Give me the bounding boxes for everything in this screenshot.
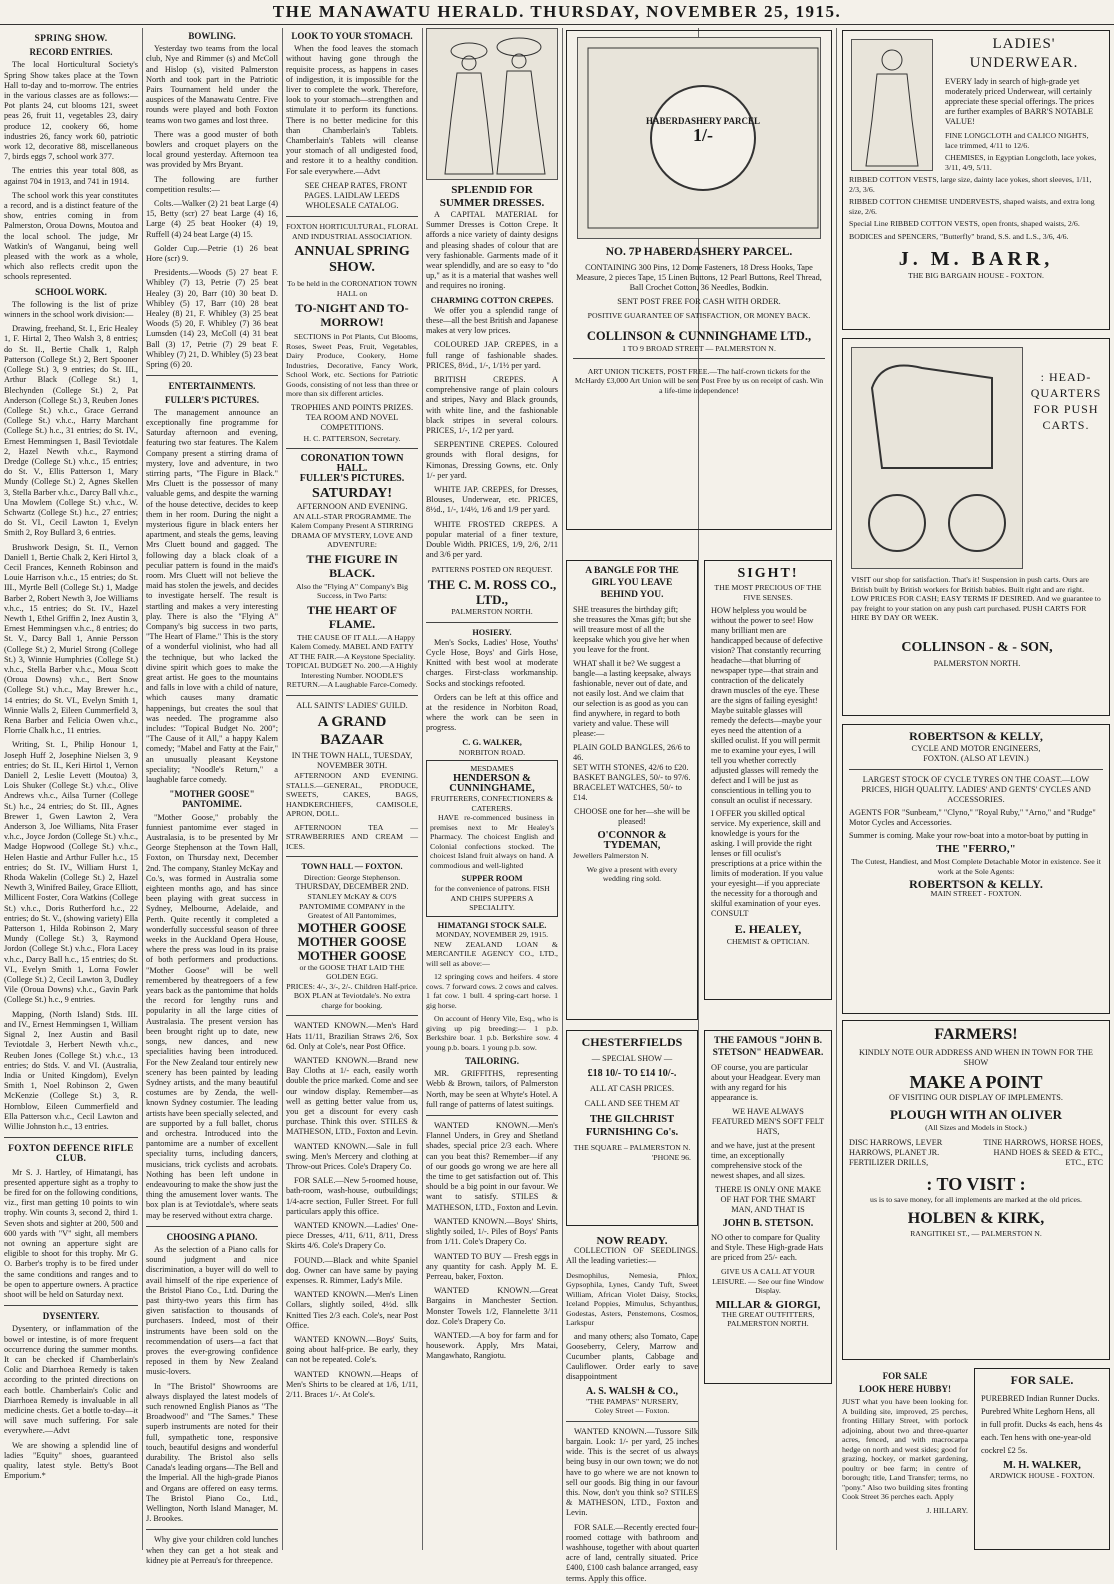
chesterfields-ad bbox=[566, 1030, 698, 1226]
paragraph: We are showing a splendid line of ladies "Equity" shoes, guaranteed quality, latest style. Betty's Boot Emporium.* bbox=[4, 1440, 138, 1481]
lady-figure-icon bbox=[852, 40, 930, 168]
heading: FOXTON DEFENCE RIFLE CLUB. bbox=[8, 1144, 134, 1165]
ad-text: RANGITIKEI ST., — PALMERSTON N. bbox=[910, 1229, 1042, 1238]
ad-text: PALMERSTON NORTH. bbox=[727, 1319, 809, 1328]
ad-text: Jewellers Palmerston N. bbox=[573, 851, 649, 860]
ad-title: ANNUAL SPRING SHOW. bbox=[294, 244, 410, 276]
paragraph: The local Horticultural Society's Spring Show takes place at the Town Hall to-day and to-morrow. The entries in the various classes are as follows:—Pot plants 24, cut blooms 121, sweet peas 26, fruit 11, vegetables 23, dairy produce 12, cookery 66, home industries 26, fancy work 60, patriotic work 12, decorative 88, miscellaneous 7, birds eggs 7, school work 377. bbox=[4, 60, 138, 162]
ad-box bbox=[426, 760, 558, 917]
classified: WANTED KNOWN.—Great Bargains in Manchester Section. Monster Towels 1/2, Flannelette 3/11 doz. Cole's Drapery Co. bbox=[426, 1286, 558, 1326]
ad-title: SIGHT! bbox=[737, 566, 799, 581]
ad-title: PLOUGH WITH AN OLIVER bbox=[889, 1107, 1063, 1122]
ad-text: RIBBED COTTON CHEMISE UNDERVESTS, shaped waists, and extra long size, 2/6. bbox=[849, 197, 1095, 216]
ad-text: PALMERSTON NORTH. bbox=[451, 607, 533, 616]
ad-title: CORONATION TOWN HALL. bbox=[300, 453, 404, 475]
ad-title: NO. 7P HABERDASHERY PARCEL. bbox=[605, 246, 793, 258]
lady-figure-illustration bbox=[851, 39, 933, 171]
ad-text: CHEMISES, in Egyptian Longcloth, lace yokes, 3/11, 4/9, 5/11. bbox=[945, 153, 1097, 172]
ad-text: Summer is coming. Make your row-boat into a motor-boat by putting in bbox=[849, 831, 1089, 840]
column-1 bbox=[4, 28, 138, 1550]
ad-text: We give a present with every wedding ring sold. bbox=[586, 864, 678, 883]
ad-title: THE GILCHRIST FURNISHING Co's. bbox=[585, 1114, 679, 1138]
ad-text: THURSDAY, DECEMBER 2ND. bbox=[295, 882, 409, 892]
ad-text: THE CAUSE OF IT ALL.—A Happy Kalem Comedy. MABEL AND FATTY AT THE FAIR.—A Keystone Speciality. TOPICAL BUDGET No. 200.—A Highly Interesting Number. NOODLE'S RETURN.—A Laughable Farce-Comedy. bbox=[286, 632, 418, 690]
pushcart-ad bbox=[842, 338, 1110, 716]
ad-text: OF course, you are particular about your Headgear. Every man with any regard for his appearance is. bbox=[711, 1063, 821, 1102]
masthead: THE MANAWATU HERALD. THURSDAY, NOVEMBER 25, 1915. bbox=[0, 0, 1114, 25]
ad-text: STANLEY McKAY & CO'S PANTOMIME COMPANY in the Greatest of All Pantomimes, bbox=[299, 892, 405, 921]
ad-title: : TO VISIT : bbox=[926, 1173, 1026, 1194]
divider bbox=[146, 1529, 278, 1530]
divider bbox=[4, 1137, 138, 1138]
subheading: RECORD ENTRIES. bbox=[29, 47, 113, 58]
column-2 bbox=[146, 28, 278, 1565]
ad-title: HIMATANGI STOCK SALE. bbox=[437, 919, 547, 930]
ad-text: IN THE TOWN HALL, TUESDAY, NOVEMBER 30TH. bbox=[291, 751, 413, 771]
ad-text: The Cutest, Handiest, and Most Complete Detachable Motor in existence. See it work at the Sole Agents: bbox=[851, 857, 1101, 876]
classified: FOR SALE.—New 5-roomed house, bath-room, wash-house, outbuildings; 1/4-acre section, Fuller Street. For full particulars apply this office. bbox=[286, 1176, 418, 1216]
ad-title: CHESTERFIELDS bbox=[581, 1035, 683, 1049]
heading: LOOK TO YOUR STOMACH. bbox=[291, 31, 413, 41]
ad-text: NEW ZEALAND LOAN & MERCANTILE AGENCY CO., LTD., will sell as above:— bbox=[426, 939, 558, 968]
forsale-hillary bbox=[842, 1368, 968, 1550]
ad-text: 'PHONE 96. bbox=[651, 1152, 691, 1162]
heading: CHOOSING A PIANO. bbox=[166, 1231, 258, 1242]
ad-title: CHARMING COTTON CREPES. bbox=[430, 295, 554, 305]
divider bbox=[286, 448, 418, 449]
ad-text: — SPECIAL SHOW — bbox=[591, 1054, 673, 1063]
divider bbox=[146, 1226, 278, 1227]
ad-title: MAKE A POINT bbox=[909, 1072, 1043, 1092]
ad-title: THE "FERRO," bbox=[936, 843, 1016, 855]
classified: WANTED KNOWN.—Tussore Silk bargain. Look: 1/- per yard, 25 inches wide. This is the secret of us always being busy in our own town; we do not have to go where we are not known to sell our goods. Big thing in our favour this. Now, don't you think so? STILES & MATHESON, LTD., Foxton and Levin. bbox=[566, 1426, 698, 1518]
ad-title: ROBERTSON & KELLY. bbox=[909, 877, 1043, 891]
ad-title: MOTHER GOOSE bbox=[297, 947, 407, 963]
ad-text: NO other to compare for Quality and Style. These High-grade Hats are priced from 25/- each. bbox=[711, 1233, 824, 1262]
heading: FOR SALE bbox=[882, 1371, 928, 1381]
ad-text: POSITIVE GUARANTEE OF SATISFACTION, OR MONEY BACK. bbox=[587, 311, 811, 320]
subheading: SCHOOL WORK. bbox=[35, 286, 107, 297]
paragraph: Mr S. J. Hartley, of Himatangi, has presented apperture sight as a trophy to be fired for on the following conditions, viz., first man getting 10 points to win trophy. Win counts 3, second 2, third 1. Seven shots and sighter at 200, 500 and 600 yards with "V" sight, all members not owning an apperture sight are eligible to shoot for this trophy. Mr G. O. Barber's trophy is to be fired under the same conditions and ranges and to be open to apperture owners. A practice shoot will be held on Saturday next. bbox=[4, 1167, 138, 1299]
divider bbox=[566, 1421, 698, 1422]
ad-text: TROPHIES AND POINTS PRIZES. bbox=[290, 402, 414, 412]
ad-text: us is to save money, for all implements are marked at the old prices. bbox=[870, 1194, 1082, 1204]
paragraph: SERPENTINE CREPES. Coloured grounds with floral designs, for Kimonas, Dressing Gowns, etc. Only 1/- per yard. bbox=[426, 440, 558, 480]
ad-title: A GRAND BAZAAR bbox=[317, 714, 387, 749]
ad-title: HOLBEN & KIRK, bbox=[907, 1210, 1045, 1227]
divider bbox=[849, 769, 1103, 770]
divider bbox=[146, 375, 278, 376]
ad-text: or the GOOSE THAT LAID THE GOLDEN EGG. bbox=[299, 962, 405, 982]
column-3 bbox=[286, 28, 418, 1550]
paragraph: The school work this year constitutes a record, and is a distinct feature of the show, entries coming in from Palmerston, Oroua Downs, Moutoa and the local school. The judge, Mr Watkin's of Wanganui, being well pleased with the work as a whole, which also reflects credit upon the schools represented. bbox=[4, 190, 138, 282]
paragraph: A CAPITAL MATERIAL for Summer Dresses is Cotton Crepe. It affords a nice variety of dainty designs and pleasing shades of colour that are very fashionable. Garments made of it wear splendidly, and are so easy to "do up," as it is a material that washes well and requires no ironing. bbox=[426, 210, 558, 291]
paragraph: As the selection of a Piano calls for sound judgment and nice discrimination, a buyer will do well to avail himself of the ripe experience of the Bristol Piano Co., Ltd. During the past thirty-two years this firm has given satisfaction to thousands of purchasers. Indeed, most of their instruments have been sold on the recommendation of users—a fact that proves the ever-growing confidence reposed in them by New Zealand music-lovers. bbox=[146, 1244, 278, 1377]
ad-text: Special Line RIBBED COTTON VESTS, open fronts, shaped waists, 2/6. bbox=[849, 219, 1080, 228]
divider bbox=[426, 622, 558, 623]
classified: WANTED KNOWN.—Heaps of Men's Shirts to be cleared at 1/6, 1/11, 2/11. Braces 1/-. At Cole's. bbox=[286, 1369, 418, 1400]
ad-text: ALL SAINTS' LADIES' GUILD. bbox=[296, 700, 408, 710]
ad-title: A BANGLE FOR THE GIRL YOU LEAVE BEHIND YOU. bbox=[585, 566, 679, 600]
ad-text: AGENTS FOR "Sunbeam," "Clyno," "Royal Ruby," "Arno," and "Rudge" Motor Cycles and Accessories. bbox=[849, 808, 1096, 827]
paragraph: "Mother Goose," probably the funniest pantomime ever staged in Australasia, is to be presented by Mr George Stephenson at the Town Hall, Foxton, on Thursday next, December 2nd. The company, Stanley McKay and Co.'s, was formed in Australia some eighteen months ago, and has since been playing with great success in Sydney, Melbourne, Adelaide, and Perth. Quite recently it completed a wonderfully successful season of three weeks in the Auckland Opera House, where the press was loud in its praise of both performers and productions. "Mother Goose" will be well remembered by theatregoers of a few years back as the pantomime that holds the record for lengthy runs and popularity in all the large cities of Australasia. The present version has been brought right up to date, new songs, new dances, and new specialities having been introduced. For the New Zealand tour entirely new scenery has been painted by leading Sydney artists, and the many beautiful costumes are by Zenda, the well-known Sydney costumier. The leading artists have been specially selected, and are supported by a full ballet, chorus and orchestra. Introduced into the pantomime are a number of excellent speciality turns, including dancers, musicians, trick cyclists and acrobats. Nothing has been left undone in endeavouring to make the show just the thing the amusement lover wants. The box plan is at Teviotdale's, where seats may be reserved without extra charge. bbox=[146, 812, 278, 1220]
paragraph: The following are further competition results:— bbox=[146, 174, 278, 194]
ad-text: PUREBRED Indian Runner Ducks. Purebred White Leghorn Hens, all in full profit. Ducks 4s each, hens 4s each. Ten hens with one-year-old cockrel £2 5s. bbox=[981, 1394, 1103, 1455]
paragraph: Mapping, (North Island) Stds. III. and IV., Ernest Hemmingsen 1, William Signal 2, Inez Austin and Basil Teviotdale 3, Herbert Newth v.h.c., Reuben Jones (College St.) v.h.c., 13 entries; do Stds. V. and VI. (Australia, India or United Kingdom), Evelyn Smith 1, Noel Robinson 2, Gwen McKenzie (College St.) 3, R. Hornblow, Eileen Cummerfield and Ella Patterson v.h.c., Cecil Lawton and Willie Johnston h.c., 13 entries. bbox=[4, 1009, 138, 1131]
ad-title: M. H. WALKER, bbox=[1003, 1460, 1081, 1471]
ad-text: SECTIONS in Pot Plants, Cut Blooms, Roses, Sweet Peas, Fruit, Vegetables, Dairy Produce, Cookery, Home Industries, Decorative, Fancy Work, School Work, etc. Sections for Patriotic Goods, consisting of not less than three or more than six different articles. bbox=[286, 332, 418, 399]
ad-text: MAIN STREET - FOXTON. bbox=[930, 889, 1022, 898]
paragraph: In "The Bristol" Showrooms are always displayed the latest models of such renowned English Pianos as "The Broadwood" and "The Sames." These superb instruments are noted for their full, sympathetic tone, responsive touch, beautiful designs and wonderful durability. The Bristol also sells Canada's leading organs—The Bell and the Imperial. All the high-grade Pianos and Organs are offered on easy terms. The Bristol Piano Co., Ltd., Wellington, North Island Manager, M. J. Brookes. bbox=[146, 1381, 278, 1524]
paragraph: COLOURED JAP. CREPES, in a full range of fashionable shades. PRICES, 8½d., 1/-, 1/1½ per yard. bbox=[426, 340, 558, 370]
paragraph: MR. GRIFFITHS, representing Webb & Brown, tailors, of Palmerston North, may be seen at Whyte's Hotel. A full range of patterns of latest suitings. bbox=[426, 1069, 558, 1109]
ad-title: MOTHER GOOSE bbox=[297, 933, 407, 949]
subheading: LOOK HERE HUBBY! bbox=[858, 1384, 951, 1395]
paragraph: Brushwork Design, St. II., Vernon Daniell 1, Bertie Chalk 2, Keri Hirtol 3, Cecil Frances, Kenneth Robinson and Louie Harrison v.h.c., 15 entries; do St. III., Myrtle Bell (College St.) 1, Madge Barber 2, Robert Newth 3, Joe Williams v.h.c., 15 entries; do St. IV., Hazel Newth 1, Ethel Griffin 2, Inez Austin 3, Ernest Hemmingsen v.h.c., 8 entries; do St. V., Darcy Ball 1, Annie Persson (College St.) 2, Muriel Strong (College St.) 3, Winnie Humphries (College St.) v.h.c., Stella Barber v.h.c., Moua Scott (Oroua Downs) v.h.c., Bert Snow (College St.) v.h.c., May Brewer h.c., 14 entries; do St. VI., Evelyn Smith 1, Winnie Walls 2, Eileen Cummerfield 3, Rena Barber and Felicia Owen v.h.c., Florrie Chalk h.c., 11 entries. bbox=[4, 542, 138, 736]
paragraph: Men's Socks, Ladies' Hose, Youths' Cycle Hose, Boys' and Girls Hose, Knitted with best wool at moderate charges. First-class workmanship. Socks and stockings refooted. bbox=[426, 637, 558, 688]
divider bbox=[573, 358, 825, 359]
pram-illustration bbox=[851, 347, 1023, 569]
divider bbox=[426, 1115, 558, 1116]
fashion-illustration bbox=[426, 28, 558, 180]
ad-title: MOTHER GOOSE bbox=[297, 919, 407, 935]
ad-text: COLLECTION OF SEEDLINGS. All the leading varieties:— bbox=[566, 1246, 698, 1266]
ad-text: ART UNION TICKETS, POST FREE.—The half-crown tickets for the McHardy £3,000 Art Union will be sent Post Free by us on receipt of cash. Win a life-time independence! bbox=[574, 366, 824, 395]
ad-text: 1 TO 9 BROAD STREET — PALMERSTON N. bbox=[622, 343, 776, 353]
ad-text: MONDAY, NOVEMBER 29, 1915. bbox=[435, 930, 549, 940]
ladies-figure-icon bbox=[427, 29, 557, 177]
ad-text: ARDWICK HOUSE - FOXTON. bbox=[989, 1471, 1095, 1480]
ad-text: PRICES: 4/-, 3/-, 2/-. Children Half-price. bbox=[286, 981, 418, 991]
ad-title: THE C. M. ROSS CO., LTD., bbox=[427, 577, 557, 607]
ad-text: CYCLE AND MOTOR ENGINEERS, bbox=[911, 744, 1041, 753]
ad-text: DISC HARROWS, LEVER HARROWS, PLANET JR. FERTILIZER DRILLS, bbox=[849, 1137, 943, 1167]
paragraph: Writing, St. I., Philip Honour 1, Joseph Huff 2, Josephine Nielsen 3, 9 entries; do St. II., Keri Hirtol 1, Vernon Daniell 2, Leslie Levett (Moutoa) 3, Lois Shuker (College St.) v.h.c., Olive Andrews v.h.c., Ailsa Turner (College St.) h.c., 24 entries; do St. III., Agnes Brewer 1, Gwen Lawton 2, Vera Anderson 3, Joe Williams, Nita Fraser v.h.c., Joyce Jordon (College St.) v.h.c., Madge Hopwood (College St.) v.h.c., Helen Hastie and Arthur Fuller h.c., 15 entries; do St. IV., William Hurst 1, Rhoda Wakelin (College St.) 2, Hazel Newth 3, Winifred Bailey, Grace Elliott, Millicent Foster, Cora Watkins (College St.) v.h.c., Doris Rutherford h.c., 22 entries; do St. V., (showing variety) Ella Patterson 1, Hilda Robinson 2, Mary Mundy (College St.) 3, Raymond Jordon (College St.) v.h.c., Flora Lacey v.h.c., Darcy Ball h.c., 15 entries; do St. VI., Evelyn Smith 1, Lorna Fowler (College St.) 2, Cecil Lawton 3, Dudley Vile (Oroua Downs) v.h.c., Gavin Park (College St.) h.c., 9 entries. bbox=[4, 740, 138, 1005]
paragraph: BRITISH CREPES. A comprehensive range of plain colours and stripes, Navy and Black grounds, with white line, and the fashionable black stripes in several colours. PRICES, 1/-, 1/2 per yard. bbox=[426, 375, 558, 436]
ad-text: AN ALL-STAR PROGRAMME. The Kalem Company Present A STIRRING DRAMA OF MYSTERY, LOVE AND ADVENTURE: bbox=[290, 511, 414, 550]
ad-text: THE MOST PRECIOUS OF THE FIVE SENSES. bbox=[714, 583, 822, 602]
implement-list bbox=[849, 1138, 1103, 1168]
ad-text: "THE PAMPAS" NURSERY, bbox=[585, 1396, 679, 1406]
ad-title: THE HEART OF FLAME. bbox=[306, 602, 398, 631]
ad-text: PALMERSTON NORTH. bbox=[933, 659, 1021, 668]
ad-text: THERE IS ONLY ONE MAKE OF HAT FOR THE SMART MAN, AND THAT IS bbox=[715, 1185, 821, 1214]
ad-text: J. HILLARY. bbox=[926, 1505, 968, 1515]
paragraph: Presidents.—Woods (5) 27 beat F. Whibley (7) 13, Petrie (7) 25 beat Healey (3) 20, Barr (10) 30 beat D. Whibley (5) 17, Barr (10) 28 beat Healey (8) 21, F. Whibley (3) 25 beat Woods (5) 20, F. Whibley (7) 36 beat Lumsden (14) 23, McColl (4) 31 beat Ball (3) 17, Petrie (7) 29 beat F. Whibley (7) 21, D. Whibley (5) 23 beat Spring (6) 20. bbox=[146, 268, 278, 370]
classified: WANTED KNOWN.—Boys' Suits, going about half-price. Be early, they can not be repeated. Cole's. bbox=[286, 1335, 418, 1365]
heading: ENTERTAINMENTS. bbox=[168, 381, 256, 392]
paragraph: Golder Cup.—Petrie (1) 26 beat Hore (scr) 9. bbox=[146, 243, 278, 264]
classified: WANTED KNOWN.—Men's Flannel Unders, in Grey and Shetland shades, special price 2/3 each. Where can you beat this? Remember—if any of our goods go wrong we are here all the time to get satisfaction out of. This should be a big point in our favour. We want to satisfy. STILES & MATHESON, LTD., Foxton and Levin. bbox=[426, 1121, 558, 1212]
haberdashery-ad bbox=[566, 30, 832, 530]
column-rule bbox=[422, 28, 423, 1550]
ad-title: E. HEALEY, bbox=[734, 922, 802, 936]
ad-text: Coley Street — Foxton. bbox=[594, 1406, 670, 1416]
ad-title: O'CONNOR & TYDEMAN, bbox=[597, 830, 667, 851]
paragraph: The following is the list of prize winners in the school work division:— bbox=[4, 299, 138, 320]
ad-text: ALL AT CASH PRICES. bbox=[590, 1084, 674, 1093]
paragraph: Drawing, freehand, St. I., Eric Healey 1, F. Hirtal 2, Theo Walsh 3, 8 entries; do St. II., Bertie Chalk 1, Ralph Patterson (College St.) 2, Bert Spooner (College St.) 3, 9 entries; do St. III., Arthur Black (College St.) 1, Blechynden (College St.) 2, Pat Anderson (College St.) 3, Reuben Jones (College St.) v.h.c., Grace Gerrand (College St.) v.h.c., Harry Marchant (College St.) h.c., 31 entries; do St. IV., Ernest Hemmingsen 1, Basil Teviotdale 2, Hazel Newth v.h.c., Raymond Dredge (College St.) v.h.c., 15 entries; do St. V., Ellis Patterson 1, Mary Mundy (College St.) 2, Agnes Skellen 3, Stella Barber v.h.c., Darcy Ball v.h.c., Una Mowlem (College St.) v.h.c., W. Schwartz (College St.) h.c., 27 entries; do St. VI., Cecil Lawton 1, Evelyn Smith 2, Roy Bullard 3, 6 entries. bbox=[4, 324, 138, 538]
ad-title: THE FAMOUS "JOHN B. STETSON" HEADWEAR. bbox=[712, 1036, 824, 1058]
paragraph: The management announce an exceptionally fine programme for Saturday afternoon and evening, featuring two star features. The Kalem Company present a stirring drama of mystery, love and adventure, in two stirring parts, "The Figure in Black." Mrs Cluett is the possessor of many valuable gems, and despite the warning of the house detective, decides to keep them in her room. During the night a mysterious figure in black enters her apartment, and steals the gems, leaving Mrs Cluett bound and gagged. The following day a black cloak of a peculiar pattern is found in the maid's room. Mrs Cluett will not believe the maid has stolen the jewels, and decides to investigate herself. The result is startling and makes a very interesting play. There is also the "Flying A" Company's big success in two parts, "The Heart of Flame." This is the story of a wonderful violinist, who had all the technique, but who lacked the divine spirit which goes to make the great artist. He goes to the mountains and falls in love with a child of nature, which causes many dramatic happenings, but creates the soul that was needed. The programme also includes: "Topical Budget No. 200"; "The Cause of it All," a happy Kalem comedy; "Mabel and Fatty at the Fair," an unusually pleasant Keystone speciality; "Noodle's Return," a laughable farce comedy. bbox=[146, 407, 278, 785]
bangle-ad bbox=[566, 560, 698, 1020]
ad-text: (All Sizes and Models in Stock.) bbox=[925, 1123, 1027, 1132]
column-rule bbox=[282, 28, 283, 1550]
parcel-price: 1/- bbox=[693, 125, 713, 145]
ad-title: COLLINSON & CUNNINGHAME LTD., bbox=[586, 328, 812, 343]
ad-text: I OFFER you skilled optical service. My experience, skill and knowledge is yours for the asking. I will provide the right lenses or fill oculist's prescriptions at a price within the limits of moderation. If you value your eyesight—if you appreciate the necessity for a thorough and skilful examination of your eyes. CONSULT bbox=[711, 809, 823, 918]
divider bbox=[286, 216, 418, 217]
ad-text: THE BIG BARGAIN HOUSE - FOXTON. bbox=[908, 271, 1044, 280]
ad-title: SUPPER ROOM bbox=[461, 874, 523, 884]
ad-text: and we have, just at the present time, an exceptionally comprehensive stock of the newest shapes, and all sizes. bbox=[711, 1141, 815, 1180]
ad-text: H. C. PATTERSON, Secretary. bbox=[303, 433, 401, 443]
ad-title: SPLENDID FOR SUMMER DRESSES. bbox=[439, 184, 545, 209]
column-5-lower bbox=[566, 1235, 698, 1583]
ad-text: Desmophilus, Nemesia, Phlox, Gypsophila, Lynes, Candy Tuft, Sweet William, African Violet Daisy, Stocks, Iceland Poppies, Mimulus, Schyanthus, Godestas, Asters, Penstemons, Cosmos, Larkspur bbox=[566, 1270, 698, 1328]
ad-text: SENT POST FREE FOR CASH WITH ORDER. bbox=[617, 297, 781, 306]
classified: FOUND.—Black and white Spaniel dog. Owner can have same by paying expenses. R. Rimmer, Lady's Mile. bbox=[286, 1255, 418, 1286]
ad-text: Direction: George Stephenson. bbox=[303, 872, 401, 882]
ad-text: AFTERNOON AND EVENING. bbox=[296, 501, 408, 511]
paragraph: There was a good muster of both bowlers and croquet players on the local ground yesterday. Afternoon tea was provided by Mrs Bryant. bbox=[146, 129, 278, 170]
ad-title: LADIES' UNDERWEAR. bbox=[969, 36, 1079, 71]
ad-title: FOR SALE. bbox=[1010, 1373, 1074, 1387]
paragraph: Dysentery, or inflammation of the bowel or intestine, is of more frequent occurrence during the summer months. It can be checked if Chamberlain's Colic and Diarrhoea Remedy is taken according to the printed directions on each bottle. Chamberlain's Colic and Diarrhoea Remedy is invaluable in all medicine chests. Get a bottle to-day—it will save much suffering. For sale everywhere.—Advt bbox=[4, 1324, 138, 1436]
ad-title: MILLAR & GIORGI, bbox=[715, 1298, 821, 1311]
ad-text: for the convenience of patrons. FISH AND CHIPS SUPPERS A SPECIALITY. bbox=[434, 884, 550, 913]
ad-text: AFTERNOON TEA — STRAWBERRIES AND CREAM — ICES. bbox=[286, 822, 418, 851]
ad-text: CONTAINING 300 Pins, 12 Dome Fasteners, 18 Dress Hooks, Tape Measure, 2 pieces Tape, 15 Linen Buttons, 12 Pearl Buttons, Reel Thread, Ball Crochet Cotton, 36 Needles, Bodkin. bbox=[576, 263, 822, 292]
ad-text: JUST what you have been looking for. A building site, improved, 25 perches, fronting Hillary Street, with porlock adjoining, about two and three-quarter acres, fenced, and with macrocarpa hedge on north and west sides; good for grazing, hockey, or market gardening, poultry or bee farm; in centre of borough; title, Land Transfer; terms, no "pony." Also two building sites fronting Cook Street 36 perches each. Apply bbox=[842, 1397, 968, 1502]
paragraph: WHITE FROSTED CREPES. A popular material of a finer texture, Double Width. PRICES, 1/9, 2/6, 2/11 and 3/6 per yard. bbox=[426, 519, 558, 560]
ad-text: THE SQUARE – PALMERSTON N. bbox=[573, 1143, 691, 1152]
classified: WANTED KNOWN.—Men's Linen Collars, slightly soiled, 4½d. sllk Knitted Ties 2/3 each. Cole's, near Post Office. bbox=[286, 1290, 418, 1330]
ad-text: SHE treasures the birthday gift; she treasures the Xmas gift; but she will treasure most of all the keepsake which you give her when you leave for the front. bbox=[573, 605, 691, 654]
ad-text: GIVE US A CALL AT YOUR LEISURE. — See our fine Window Display. bbox=[712, 1267, 824, 1295]
ad-text: FRUITERERS, CONFECTIONERS & CATERERS. bbox=[430, 794, 554, 813]
stetson-ad bbox=[704, 1030, 832, 1384]
ad-text: and many others; also Tomato, Cape Gooseberry, Celery, Marrow and Cucumber plants, Cabbage and Cauliflower. Order early to save disappointment bbox=[566, 1331, 698, 1382]
heading: TAILORING. bbox=[464, 1056, 520, 1067]
ad-title: FARMERS! bbox=[934, 1026, 1018, 1043]
divider bbox=[286, 856, 418, 857]
ad-title: J. M. BARR, bbox=[898, 248, 1054, 270]
divider bbox=[286, 1015, 418, 1016]
ad-text: EVERY lady in search of high-grade yet moderately priced Underwear, will certainly appreciate these special offerings. The prices are further examples of BARR'S NOTABLE VALUE! bbox=[945, 77, 1094, 126]
ad-text: BASKET BANGLES, 50/- to 97/6. bbox=[573, 773, 691, 782]
ad-text: OF VISITING OUR DISPLAY OF IMPLEMENTS. bbox=[889, 1093, 1063, 1102]
ad-text: BRACELET WATCHES, 50/- to £14. bbox=[573, 783, 682, 802]
heading: SPRING SHOW. bbox=[34, 34, 108, 44]
ad-text: To be held in the CORONATION TOWN HALL on bbox=[287, 279, 417, 298]
classified: FOR SALE.—Recently erected four-roomed cottage with bathroom and washhouse, together with about quarter acre of land, centrally situated. Price £400, £100 cash balance arranged, easy terms. Apply this office. bbox=[566, 1522, 698, 1583]
forsale-walker bbox=[974, 1368, 1110, 1550]
column-rule bbox=[142, 28, 143, 1550]
classified: WANTED KNOWN.—Boys' Shirts, slightly soiled, 1/-. Piles of Boys' Pants from 1/11. Cole's Drapery Co. bbox=[426, 1216, 558, 1247]
paragraph: WHITE JAP. CREPES, for Dresses, Blouses, Underwear, etc. PRICES, 8½d., 1/-, 1/4½, 1/6 and 1/9 per yard. bbox=[426, 485, 558, 515]
ad-title: HENDERSON & CUNNINGHAME, bbox=[449, 772, 535, 794]
ad-title: FULLER'S PICTURES. bbox=[299, 473, 405, 485]
subheading: "MOTHER GOOSE" PANTOMIME. bbox=[169, 789, 255, 810]
ad-text: CHEMIST & OPTICIAN. bbox=[726, 937, 810, 946]
robertson-kelly-ad bbox=[842, 724, 1110, 1014]
paragraph: The entries this year total 808, as against 704 in 1913, and 741 in 1914. bbox=[4, 166, 138, 186]
ad-text: BODICES and SPENCERS, "Butterfly" brand, S.S. and L.S., 3/6, 4/6. bbox=[849, 231, 1069, 241]
ad-title: : HEAD-QUARTERS FOR PUSH CARTS. bbox=[1030, 370, 1102, 432]
sight-ad bbox=[704, 560, 832, 1000]
ad-text: AFTERNOON AND EVENING. STALLS.—GENERAL, PRODUCE, SWEETS, CAKES, BAGS, HANDKERCHIEFS, CAMISOLE, APRON, DOLL. bbox=[286, 771, 418, 819]
ad-title: £18 10/- TO £14 10/-. bbox=[587, 1068, 677, 1079]
heading: DYSENTERY. bbox=[42, 1311, 100, 1322]
ad-text: FOXTON. (ALSO AT LEVIN.) bbox=[923, 754, 1029, 763]
ad-text: THE GREAT OUTFITTERS, bbox=[721, 1309, 815, 1319]
ad-title: TOWN HALL — FOXTON. bbox=[301, 862, 403, 872]
ad-title: JOHN B. STETSON. bbox=[722, 1218, 814, 1229]
ad-text: CALL AND SEE THEM AT bbox=[584, 1099, 680, 1108]
farmers-ad bbox=[842, 1020, 1110, 1360]
column-rule bbox=[836, 28, 837, 1550]
ad-text: HOW helpless you would be without the power to see! How many brilliant men are handicapped because of defective vision? That constantly recurring headache—that blurring of newspaper type—that strain and contraction of the delicately drawn muscles of the eye. These are the signs of failing eyesight! Maybe suitable glasses will remedy the defects—maybe your eyes need the attention of a skilled oculist. If you will permit me to examine your eyes, I will tell you whether correctly adjusted glasses will remedy the defect and I will be just as conscientious in telling you to consult an oculist if necessary. bbox=[711, 606, 823, 805]
ad-text: On account of Henry Vile, Esq., who is giving up pig breeding:— 1 p.b. Berkshire boar. 1 p.b. Berkshire sow. 4 young p.b. boars. 1 young p.b. sow. bbox=[426, 1014, 558, 1052]
ad-title: COLLINSON - & - SON, bbox=[901, 640, 1053, 655]
barr-underwear-ad bbox=[842, 30, 1110, 330]
pram-icon bbox=[852, 348, 1020, 566]
ad-text: KINDLY NOTE OUR ADDRESS AND WHEN IN TOWN FOR THE SHOW bbox=[858, 1048, 1094, 1067]
ad-title: THE FIGURE IN BLACK. bbox=[306, 551, 398, 580]
column-4 bbox=[426, 28, 558, 1550]
ad-text: FOXTON HORTICULTURAL, FLORAL AND INDUSTRIAL ASSOCIATION. bbox=[286, 222, 418, 241]
column-rule bbox=[562, 28, 563, 1550]
ad-text: HAVE re-commenced business in premises next to Mr Healey's Pharmacy. The choicest English and Colonial confections stocked. The choicest Island fruit always on hand. A commodious and well-lighted bbox=[430, 813, 554, 870]
ad-text: RIBBED COTTON VESTS, large size, dainty lace yokes, short sleeves, 1/11, 2/3, 3/6. bbox=[849, 175, 1092, 194]
ad-text: TEA ROOM AND NOVEL COMPETITIONS. bbox=[305, 413, 399, 433]
classified: WANTED KNOWN.—Sale in full swing. Men's Mercery and clothing at Throw-out Prices. Cole's Drapery Co. bbox=[286, 1141, 418, 1172]
ad-title: C. G. WALKER, bbox=[462, 737, 522, 747]
divider bbox=[4, 1305, 138, 1306]
paragraph: Yesterday two teams from the local club, Nye and Rimmer (s) and McColl and Hislop (s), visited Palmerston North and took part in the Patriotic Pairs Tournament held under the auspices of the Manawatu Centre. Five rounds were played and both Foxton teams won two games and lost three. bbox=[146, 44, 278, 125]
ad-text: BOX PLAN at Teviotdale's. No extra charge for booking. bbox=[293, 991, 411, 1010]
paragraph: Why give your children cold lunches when they can get a hot steak and kidney pie at Perreau's for threepence. bbox=[146, 1535, 278, 1565]
ad-text: NORBITON ROAD. bbox=[458, 747, 526, 757]
ad-text: SET WITH STONES, 42/6 to £20. bbox=[573, 763, 689, 772]
classified: WANTED KNOWN.—Ladies' One-piece Dresses, 4/11, 6/11, 8/11, Dress Skirts 4/6. Cole's Drapery Co. bbox=[286, 1221, 418, 1251]
ad-text: PATTERNS POSTED ON REQUEST. bbox=[431, 564, 553, 574]
classified: WANTED.—A boy for farm and for housework. Apply, Mrs Matai, Mangawhato, Rangiotu. bbox=[426, 1330, 558, 1361]
paragraph: When the food leaves the stomach without having gone through the requisite process, as happens in cases of indigestion, it is impossible for the liver to complete the work. Therefore, look to your stomach—strengthen and stimulate it to perform its functions. There is no better medicine for this than Chamberlain's Tablets. Chamberlain's Tablets will cleanse your stomach of all undigested food, and restore it to a healthy condition. For sale everywhere.—Advt bbox=[286, 44, 418, 176]
ad-text: VISIT our shop for satisfaction. That's it! Suspension in push carts. Ours are British built by British workers for British babies. Built right and are right. LOW PRICES FOR CASH; EASY TERMS IF DESIRED. And we guarantee to pay freight to your station on any push cart purchased. PUSH CARTS FOR HIRE BY DAY OR WEEK. bbox=[851, 575, 1101, 622]
ad-title: TO-NIGHT AND TO-MORROW! bbox=[295, 301, 409, 330]
ad-title: HOSIERY. bbox=[472, 627, 512, 637]
ad-title: ROBERTSON & KELLY, bbox=[909, 729, 1043, 743]
ad-text: 12 springing cows and heifers. 4 store cows. 7 forward cows. 2 cows and calves. 1 fat cow. 1 bull. 4 spring-cart horse. 1 gig horse. bbox=[426, 972, 558, 1010]
subheading: FULLER'S PICTURES. bbox=[164, 394, 260, 405]
heading: BOWLING. bbox=[188, 31, 236, 41]
ad-text: FINE LONGCLOTH and CALICO NIGHTS, lace trimmed, 4/11 to 12/6. bbox=[945, 131, 1089, 150]
parcel-label: HABERDASHERY PARCEL bbox=[646, 116, 760, 126]
ad-text: WE HAVE ALWAYS FEATURED MEN'S SOFT FELT HATS, bbox=[711, 1107, 825, 1136]
parcel-illustration bbox=[577, 37, 821, 239]
ad-text: WHAT shall it be? We suggest a bangle—a lasting keepsake, always fashionable, never out of date, and not easily lost. And we claim that our selection is as good as you can find anywhere, in regard to both variety and value. These will please:— bbox=[573, 659, 691, 738]
notice: SEE CHEAP RATES, FRONT PAGES. LAIDLAW LEEDS WHOLESALE CATALOG. bbox=[304, 180, 408, 211]
paragraph: We offer you a splendid range of these—all the best British and Japanese makes at very low prices. bbox=[426, 305, 558, 336]
classified: WANTED KNOWN.—Brand new Bay Cloths at 1/- each, easily worth double the price marked. Come and see our window display. Remember—as well as getting better value from us, you get a discount for every cash purchase. Think this over. STILES & MATHESON, LTD., Foxton and Levin. bbox=[286, 1056, 418, 1137]
ad-text: Also the "Flying A" Company's Big Success, in Two Parts: bbox=[296, 581, 408, 601]
ad-text: PLAIN GOLD BANGLES, 26/6 to 46. bbox=[573, 743, 691, 762]
ad-title: A. S. WALSH & CO., bbox=[585, 1385, 679, 1397]
classified: WANTED KNOWN.—Men's Hard Hats 11/11, Brazilian Straws 2/6, Sox 6d. Only at Cole's, near Post Office. bbox=[286, 1021, 418, 1051]
paragraph: Colts.—Walker (2) 21 beat Large (4) 15, Betty (scr) 27 beat Large (4) 16, Large (4) 25 beat Hooker (4) 19, Ruffell (4) 24 beat Large (4) 15. bbox=[146, 199, 278, 239]
ad-text: TINE HARROWS, HORSE HOES, HAND HOES & SEED & ETC., ETC., ETC bbox=[983, 1137, 1103, 1167]
classified: WANTED TO BUY — Fresh eggs in any quantity for cash. Apply M. E. Perreau, baker, Foxton. bbox=[426, 1251, 558, 1281]
ad-text: CHOOSE one for her—she will be pleased! bbox=[574, 807, 690, 826]
ad-text: LARGEST STOCK OF CYCLE TYRES ON THE COAST.—LOW PRICES, HIGH QUALITY. LADIES' AND GENTS' CYCLES AND ACCESSORIES. bbox=[861, 775, 1091, 804]
ad-text: MESDAMES bbox=[470, 764, 514, 774]
paragraph: Orders can be left at this office and at the residence in Norbiton Road, where the work can be seen in progress. bbox=[426, 692, 558, 733]
divider bbox=[286, 695, 418, 696]
ad-title: NOW READY. bbox=[596, 1235, 668, 1247]
ad-title: SATURDAY! bbox=[311, 485, 393, 501]
